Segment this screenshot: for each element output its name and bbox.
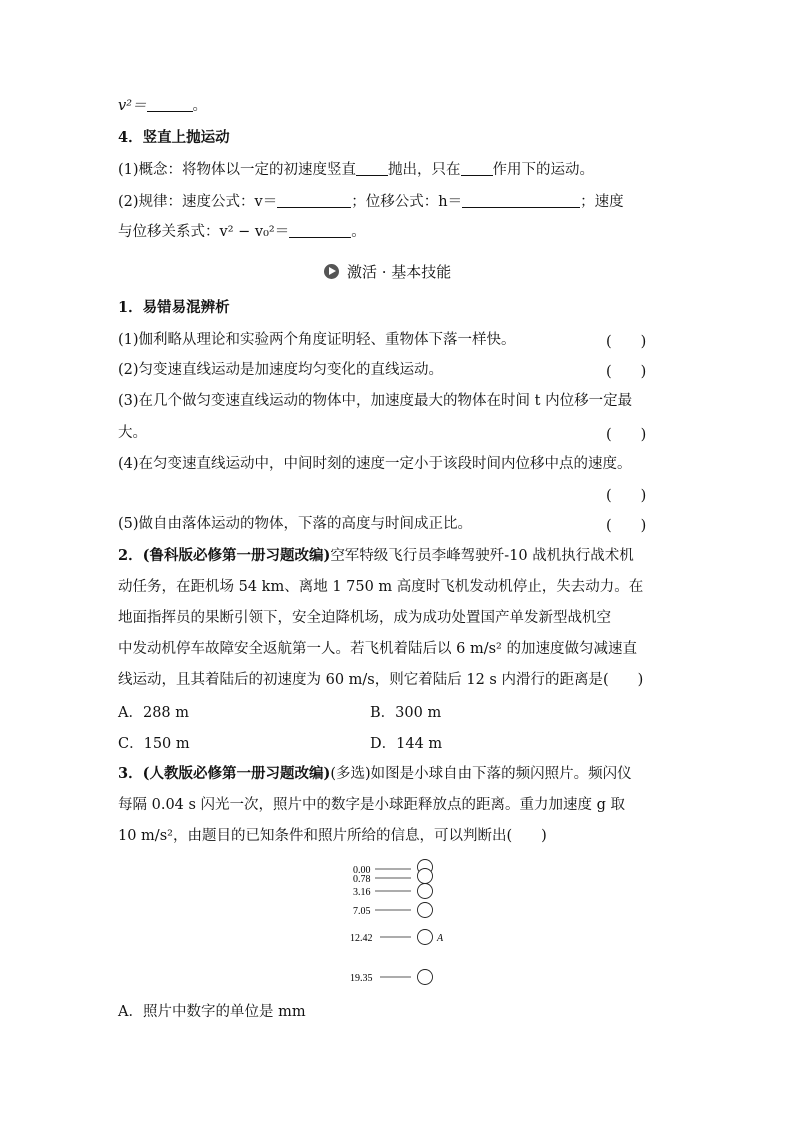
- q2-line-4: 中发动机停车故障安全返航第一人。若飞机着陆后以 6 m/s² 的加速度做匀减速直: [118, 641, 637, 657]
- q1-paren-1[interactable]: ( ): [606, 334, 647, 350]
- q1-paren-2[interactable]: ( ): [606, 364, 647, 380]
- q2-text-1: 空军特级飞行员李峰驾驶歼-10 战机执行战术机: [330, 548, 634, 564]
- law-line-1: [118, 192, 624, 212]
- distance-label-0: 0.00: [353, 865, 371, 876]
- ball-2: [418, 884, 433, 899]
- q2-line-5: 线运动，且其着陆后的初速度为 60 m/s，则它着陆后 12 s 内滑行的距离是( ): [118, 672, 644, 688]
- law-line-2: [118, 222, 366, 242]
- blank-direction: [356, 161, 388, 176]
- activate-title: 激活 · 基本技能: [347, 263, 452, 281]
- concept-text-c: 作用下的运动。: [492, 162, 595, 178]
- q2-line-1: [118, 546, 634, 566]
- ball-3: [418, 903, 433, 918]
- play-icon: [324, 264, 339, 279]
- q3-text-1: (多选)如图是小球自由下落的频闪照片。频闪仪: [330, 766, 632, 782]
- concept-line: [118, 160, 594, 180]
- q3-line-3: 10 m/s²，由题目的已知条件和照片所给的信息，可以判断出( ): [118, 828, 547, 844]
- blank-velocity-formula: [277, 193, 351, 208]
- ball-4: [418, 930, 433, 945]
- law-text-c: ；速度: [580, 194, 624, 210]
- section4-title: 4．竖直上抛运动: [118, 129, 230, 146]
- q2-option-b[interactable]: B．300 m: [370, 705, 442, 721]
- concept-text-b: 抛出，只在: [388, 162, 461, 178]
- q1-paren-3[interactable]: ( ): [606, 427, 647, 443]
- distance-label-1: 0.78: [353, 874, 371, 885]
- v2-prefix: v²＝: [118, 98, 147, 114]
- law-text-b: ；位移公式：h＝: [351, 194, 463, 210]
- q3-line-1: [118, 764, 632, 784]
- q1-item-1: (1)伽利略从理论和实验两个角度证明轻、重物体下落一样快。: [118, 332, 516, 348]
- q1-title: 1．易错易混辨析: [118, 299, 230, 316]
- q2-source: 2．(鲁科版必修第一册习题改编): [118, 547, 331, 564]
- distance-label-3: 7.05: [353, 906, 371, 917]
- v2-line: [118, 96, 207, 116]
- q1-paren-5[interactable]: ( ): [606, 518, 647, 534]
- law-text-a: (2)规律：速度公式：v＝: [118, 194, 278, 210]
- strobe-photo-figure: [345, 858, 465, 988]
- distance-label-2: 3.16: [353, 887, 371, 898]
- q1-item-4: (4)在匀变速直线运动中，中间时刻的速度一定小于该段时间内位移中点的速度。: [118, 456, 632, 472]
- q1-item-2: (2)匀变速直线运动是加速度均匀变化的直线运动。: [118, 362, 444, 378]
- point-a-label: A: [437, 933, 444, 944]
- concept-text-a: (1)概念：将物体以一定的初速度竖直: [118, 162, 357, 178]
- q1-item-3: (3)在几个做匀变速直线运动的物体中，加速度最大的物体在时间 t 内位移一定最: [118, 393, 633, 409]
- activate-heading: [324, 261, 451, 282]
- q2-line-3: 地面指挥员的果断引领下，安全迫降机场，成为成功处置国产单发新型战机空: [118, 610, 611, 626]
- blank-force: [461, 161, 493, 176]
- q3-line-2: 每隔 0.04 s 闪光一次，照片中的数字是小球距释放点的距离。重力加速度 g 取: [118, 797, 626, 813]
- q3-option-a[interactable]: A．照片中数字的单位是 mm: [118, 1004, 306, 1020]
- blank-relation-formula: [289, 223, 351, 238]
- ball-1: [418, 869, 433, 884]
- q1-item-3-cont: 大。: [118, 425, 147, 441]
- q1-paren-4[interactable]: ( ): [606, 488, 647, 504]
- distance-label-4: 12.42: [350, 933, 373, 944]
- law-text-d: 与位移关系式：v² − v₀²＝: [118, 224, 290, 240]
- law-text-e: 。: [351, 224, 366, 240]
- blank-displacement-formula: [462, 193, 580, 208]
- ball-5: [418, 970, 433, 985]
- q2-option-c[interactable]: C．150 m: [118, 736, 190, 752]
- q1-item-5: (5)做自由落体运动的物体，下落的高度与时间成正比。: [118, 516, 473, 532]
- q2-option-d[interactable]: D．144 m: [370, 736, 443, 752]
- distance-label-5: 19.35: [350, 973, 373, 984]
- q2-line-2: 动任务，在距机场 54 km、离地 1 750 m 高度时飞机发动机停止，失去动力。在: [118, 579, 644, 595]
- blank-v2: [147, 97, 193, 112]
- q2-option-a[interactable]: A．288 m: [118, 705, 190, 721]
- q3-source: 3．(人教版必修第一册习题改编): [118, 765, 331, 782]
- v2-suffix: 。: [192, 98, 208, 114]
